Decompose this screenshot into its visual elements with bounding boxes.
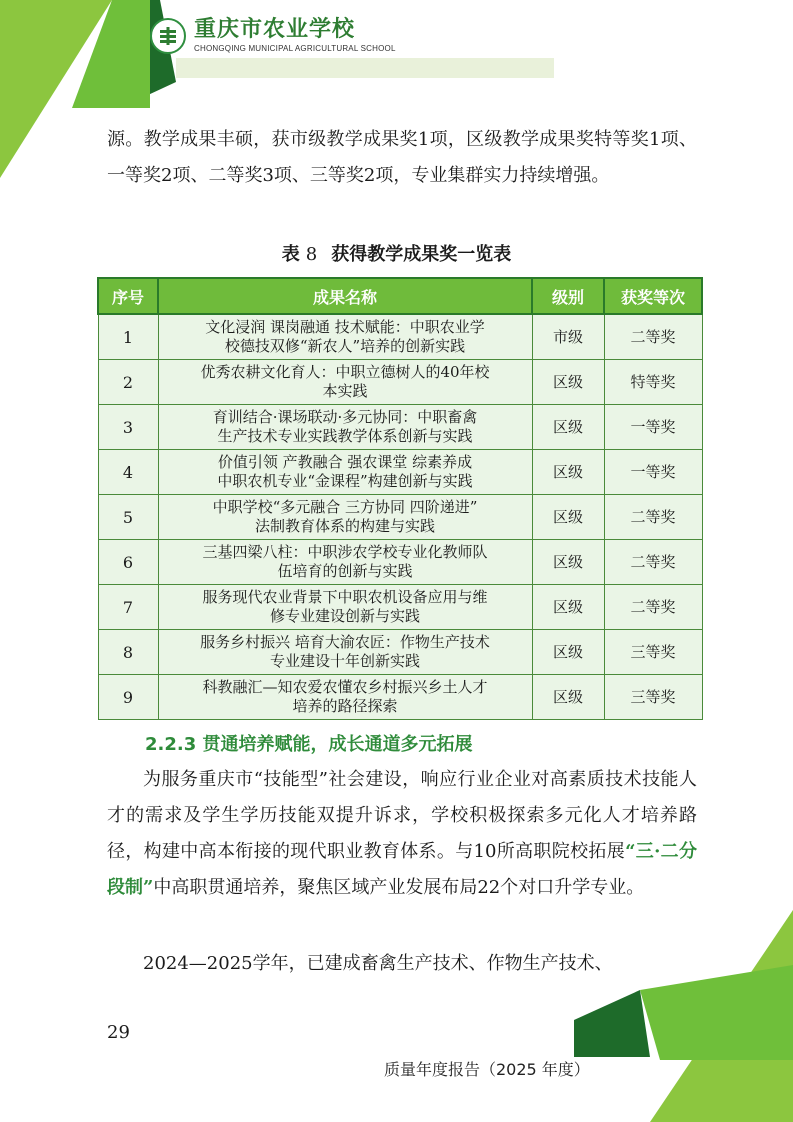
row-name-line1: 优秀农耕文化育人：中职立德树人的40年校 bbox=[200, 363, 490, 381]
row-name bbox=[158, 314, 532, 360]
row-award: 特等奖 bbox=[604, 360, 702, 405]
table-row bbox=[98, 675, 702, 720]
bottom-right-dark-shape bbox=[574, 990, 650, 1057]
section-paragraph bbox=[107, 762, 697, 906]
row-name-line2: 法制教育体系的构建与实践 bbox=[254, 517, 435, 535]
school-name-cn: 重庆市农业学校 bbox=[194, 17, 356, 42]
table-row bbox=[98, 495, 702, 540]
row-name bbox=[158, 540, 532, 585]
row-no: 6 bbox=[98, 540, 158, 585]
row-name-line2: 专业建设十年创新实践 bbox=[269, 652, 420, 670]
row-name-line2: 本实践 bbox=[322, 382, 368, 400]
row-name bbox=[158, 405, 532, 450]
section-paragraph-highlight: “三·二分段制” bbox=[107, 841, 697, 898]
row-name bbox=[158, 495, 532, 540]
table-row bbox=[98, 450, 702, 495]
row-award: 三等奖 bbox=[604, 675, 702, 720]
header-name: 成果名称 bbox=[158, 278, 532, 314]
row-name-line1: 服务乡村振兴 培育大渝农匠：作物生产技术 bbox=[200, 633, 490, 651]
row-name bbox=[158, 585, 532, 630]
table-row bbox=[98, 540, 702, 585]
row-name-line1: 文化浸润 课岗融通 技术赋能：中职农业学 bbox=[205, 318, 485, 336]
row-name-line2: 修专业建设创新与实践 bbox=[269, 607, 420, 625]
row-name-line1: 中职学校“多元融合 三方协同 四阶递进” bbox=[212, 498, 478, 516]
row-name bbox=[158, 675, 532, 720]
row-no: 7 bbox=[98, 585, 158, 630]
row-no: 1 bbox=[98, 314, 158, 360]
school-name-en: CHONGQING MUNICIPAL AGRICULTURAL SCHOOL bbox=[194, 44, 396, 53]
row-level: 区级 bbox=[532, 450, 604, 495]
row-level: 市级 bbox=[532, 314, 604, 360]
section-paragraph-2: 2024—2025学年，已建成畜禽生产技术、作物生产技术、 bbox=[143, 953, 613, 974]
row-name-line1: 科教融汇—知农爱农懂农乡村振兴乡土人才 bbox=[202, 678, 488, 696]
row-name bbox=[158, 360, 532, 405]
intro-paragraph: 源。教学成果丰硕，获市级教学成果奖1项，区级教学成果奖特等奖1项、一等奖2项、二等奖3项、三等奖2项，专业集群实力持续增强。 bbox=[107, 129, 697, 186]
caption-number: 8 bbox=[305, 244, 318, 265]
table-header-row bbox=[98, 278, 702, 314]
row-award: 三等奖 bbox=[604, 630, 702, 675]
row-level: 区级 bbox=[532, 540, 604, 585]
row-name-line2: 校德技双修“新农人”培养的创新实践 bbox=[224, 337, 466, 355]
row-name-line1: 价值引领 产教融合 强农课堂 综素养成 bbox=[217, 453, 473, 471]
school-seal-icon bbox=[150, 18, 186, 54]
row-name-line2: 生产技术专业实践教学体系创新与实践 bbox=[217, 427, 473, 445]
row-award: 二等奖 bbox=[604, 540, 702, 585]
row-name-line1: 育训结合·课场联动·多元协同：中职畜禽 bbox=[212, 408, 478, 426]
report-title: 质量年度报告（2025 年度） bbox=[384, 1060, 590, 1079]
row-no: 2 bbox=[98, 360, 158, 405]
header-no: 序号 bbox=[98, 278, 158, 314]
caption-title: 获得教学成果奖一览表 bbox=[331, 244, 512, 265]
row-level: 区级 bbox=[532, 495, 604, 540]
row-level: 区级 bbox=[532, 675, 604, 720]
row-award: 二等奖 bbox=[604, 495, 702, 540]
table-row bbox=[98, 314, 702, 360]
table-row bbox=[98, 630, 702, 675]
row-name-line2: 中职农机专业“金课程”构建创新与实践 bbox=[217, 472, 473, 490]
row-name-line1: 服务现代农业背景下中职农机设备应用与维 bbox=[202, 588, 488, 606]
header-level: 级别 bbox=[532, 278, 604, 314]
row-name-line2: 伍培育的创新与实践 bbox=[277, 562, 413, 580]
row-name-line1: 三基四梁八柱：中职涉农学校专业化教师队 bbox=[202, 543, 488, 561]
row-level: 区级 bbox=[532, 360, 604, 405]
table-row bbox=[98, 405, 702, 450]
section-paragraph-part2: 中高职贯通培养，聚焦区域产业发展布局22个对口升学专业。 bbox=[153, 877, 645, 898]
awards-table bbox=[97, 277, 703, 720]
row-award: 一等奖 bbox=[604, 450, 702, 495]
section-paragraph-part1: 为服务重庆市“技能型”社会建设，响应行业企业对高素质技术技能人才的需求及学生学历技能双提升诉求，学校积极探索多元化人才培养路径，构建中高本衔接的现代职业教育体系。与10所高职院校拓展 bbox=[107, 769, 697, 862]
table-row bbox=[98, 360, 702, 405]
page-number: 29 bbox=[107, 1022, 130, 1043]
caption-prefix: 表 bbox=[281, 244, 300, 265]
row-name bbox=[158, 630, 532, 675]
header-band bbox=[176, 58, 554, 78]
table-row bbox=[98, 585, 702, 630]
school-logo bbox=[150, 18, 396, 54]
table-caption bbox=[0, 240, 793, 266]
row-award: 一等奖 bbox=[604, 405, 702, 450]
row-name bbox=[158, 450, 532, 495]
section-heading: 2.2.3 贯通培养赋能，成长通道多元拓展 bbox=[145, 734, 473, 755]
row-no: 8 bbox=[98, 630, 158, 675]
header-award: 获奖等次 bbox=[604, 278, 702, 314]
row-level: 区级 bbox=[532, 630, 604, 675]
row-no: 9 bbox=[98, 675, 158, 720]
row-award: 二等奖 bbox=[604, 314, 702, 360]
row-no: 5 bbox=[98, 495, 158, 540]
row-award: 二等奖 bbox=[604, 585, 702, 630]
row-level: 区级 bbox=[532, 585, 604, 630]
row-name-line2: 培养的路径探索 bbox=[292, 697, 398, 715]
row-no: 3 bbox=[98, 405, 158, 450]
seal-emblem-icon bbox=[157, 25, 179, 47]
row-level: 区级 bbox=[532, 405, 604, 450]
row-no: 4 bbox=[98, 450, 158, 495]
